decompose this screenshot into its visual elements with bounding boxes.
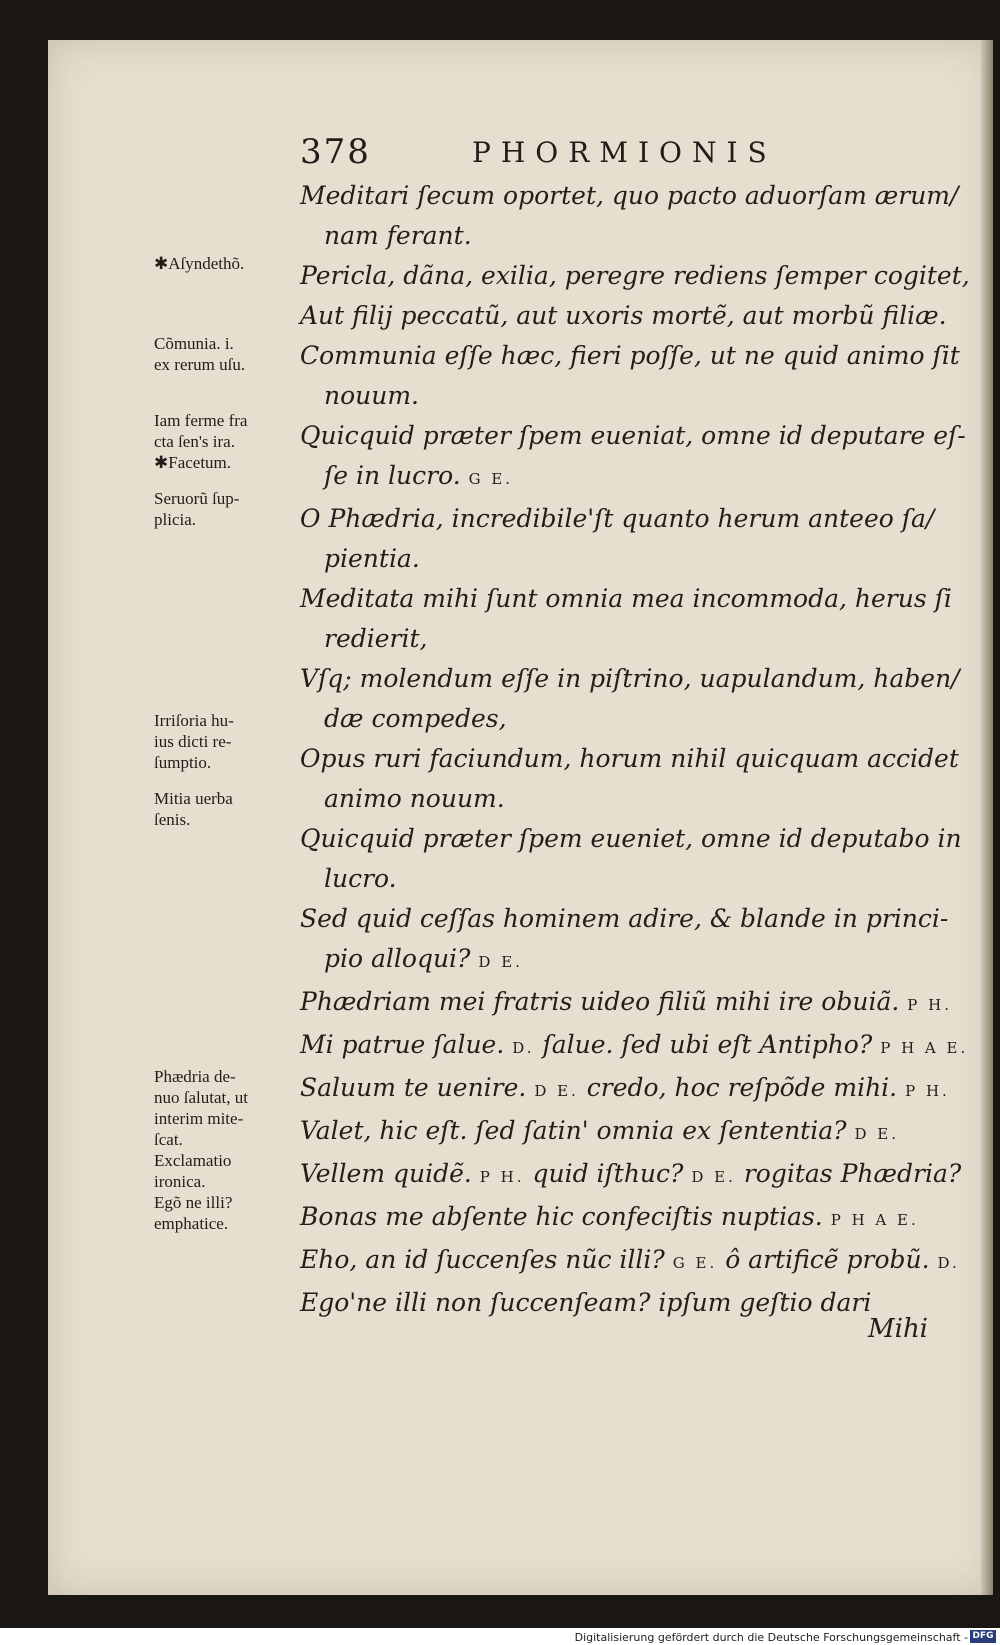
margin-note: Seruorũ ſup-	[154, 489, 240, 508]
speaker-label: G E.	[672, 1254, 718, 1272]
margin-note: ſcat.	[154, 1130, 183, 1149]
margin-note-group	[154, 1066, 304, 1234]
text-line: Quicquid præter ſpem eueniet, omne id deputabo in	[300, 824, 962, 853]
text-line: pio alloqui? D E.	[324, 944, 523, 973]
speaker-label: P H.	[905, 1082, 950, 1100]
text-line: nam ferant.	[324, 221, 472, 250]
margin-note: ſenis.	[154, 810, 191, 829]
margin-note: ius dicti re-	[154, 732, 232, 751]
speaker-label: G E.	[468, 470, 514, 488]
speaker-label: D.	[512, 1039, 535, 1057]
text-line: Meditata mihi ſunt omnia mea incommoda, herus ſi	[300, 584, 952, 613]
text-line: Communia eſſe hæc, fieri poſſe, ut ne quid animo ſit	[300, 341, 960, 370]
speaker-label: D E.	[691, 1168, 736, 1186]
speaker-label: D E.	[478, 953, 523, 971]
margin-note: Egõ ne illi?	[154, 1193, 233, 1212]
margin-note: cta ſen's ira.	[154, 432, 235, 451]
text-line: ſe in lucro. G E.	[324, 461, 514, 490]
margin-note: Phædria de-	[154, 1067, 236, 1086]
text-line: animo nouum.	[324, 784, 505, 813]
speaker-label: P H.	[479, 1168, 525, 1186]
text-line: Eho, an id ſuccenſes nũc illi? G E. ô artificẽ probũ. D.	[300, 1245, 960, 1274]
text-line: lucro.	[324, 864, 397, 893]
speaker-label: D E.	[534, 1082, 579, 1100]
margin-note-group	[154, 253, 304, 274]
margin-note: plicia.	[154, 510, 197, 529]
dfg-logo-icon: DFG	[970, 1630, 996, 1643]
page-edge	[981, 40, 993, 1595]
speaker-label: D.	[937, 1254, 960, 1272]
margin-note-group	[154, 710, 304, 773]
text-line: Phædriam mei fratris uideo filiũ mihi ire obuiã. P H.	[300, 987, 952, 1016]
margin-note: ✱Aſyndethõ.	[154, 254, 245, 273]
text-line: Sed quid ceſſas hominem adire, & blande in princi-	[300, 904, 949, 933]
text-line: Meditari ſecum oportet, quo pacto aduorſam ærum/	[300, 181, 959, 210]
text-line: pientia.	[324, 544, 420, 573]
text-line: Saluum te uenire. D E. credo, hoc reſpõde mihi. P H.	[300, 1073, 950, 1102]
margin-note-group	[154, 333, 304, 375]
text-line: O Phædria, incredibile'ſt quanto herum anteeo ſa/	[300, 504, 935, 533]
speaker-label: P H A E.	[880, 1039, 969, 1057]
margin-note-group	[154, 788, 304, 830]
speaker-label: P H.	[907, 996, 952, 1014]
text-line: Mi patrue ſalue. D. ſalue. ſed ubi eſt Antipho? P H A E.	[300, 1030, 969, 1059]
main-text	[300, 176, 970, 1323]
text-line: Ego'ne illi non ſuccenſeam? ipſum geſtio dari	[300, 1288, 872, 1317]
margin-note: nuo ſalutat, ut	[154, 1088, 248, 1107]
margin-note: ſumptio.	[154, 753, 212, 772]
page-header	[300, 132, 820, 172]
text-line: Bonas me abſente hic confeciſtis nuptias. P H A E.	[300, 1202, 919, 1231]
text-line: Quicquid præter ſpem eueniat, omne id deputare eſ-	[300, 421, 966, 450]
text-line: Vſq; molendum eſſe in piſtrino, uapulandum, haben/	[300, 664, 960, 693]
funding-footer: Digitalisierung gefördert durch die Deutsche Forschungsgemeinschaft -	[574, 1631, 968, 1644]
margin-note: Mitia uerba	[154, 789, 233, 808]
text-line: Opus ruri faciundum, horum nihil quicquam accidet	[300, 744, 959, 773]
text-line: Pericla, dãna, exilia, peregre rediens ſemper cogitet,	[300, 261, 970, 290]
text-line: dæ compedes,	[324, 704, 507, 733]
margin-note: Cõmunia. i.	[154, 334, 234, 353]
text-line: Aut filij peccatũ, aut uxoris mortẽ, aut morbũ filiæ.	[300, 301, 947, 330]
text-line: Valet, hic eſt. ſed ſatin' omnia ex ſententia? D E.	[300, 1116, 900, 1145]
speaker-label: P H A E.	[830, 1211, 919, 1229]
page-number: 378	[300, 132, 371, 172]
catchword: Mihi	[868, 1314, 928, 1344]
text-line: Vellem quidẽ. P H. quid iſthuc? D E. rogitas Phædria?	[300, 1159, 962, 1188]
margin-note: ironica.	[154, 1172, 206, 1191]
margin-note: Iam ferme fra	[154, 411, 248, 430]
text-line: nouum.	[324, 381, 420, 410]
margin-note-group	[154, 488, 304, 530]
margin-note: interim mite-	[154, 1109, 244, 1128]
text-line: redierit,	[324, 624, 428, 653]
speaker-label: D E.	[854, 1125, 900, 1143]
running-title: PHORMIONIS	[472, 136, 777, 169]
margin-note-group	[154, 410, 304, 473]
margin-note: emphatice.	[154, 1214, 229, 1233]
margin-note: Exclamatio	[154, 1151, 232, 1170]
margin-note: ex rerum uſu.	[154, 355, 246, 374]
margin-note: Irriſoria hu-	[154, 711, 234, 730]
margin-note: ✱Facetum.	[154, 453, 232, 472]
